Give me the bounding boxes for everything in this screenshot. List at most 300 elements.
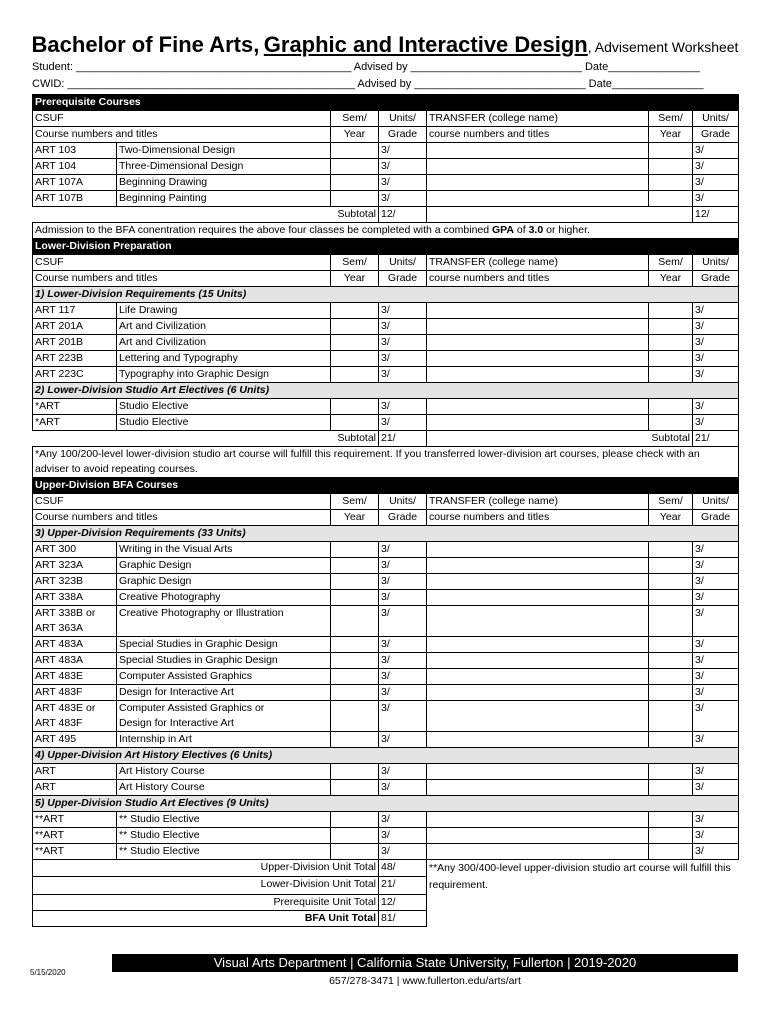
transfer-sem-field[interactable] <box>649 669 693 685</box>
year-label: Year <box>331 127 379 143</box>
unit-total-value: 21/ <box>379 877 427 894</box>
course-title-text: Two-Dimensional Design <box>119 144 236 156</box>
sem-year-field[interactable] <box>331 335 379 351</box>
units-grade-field[interactable]: 3/ <box>379 159 427 175</box>
course-title <box>117 606 331 637</box>
sem-year-field[interactable] <box>331 590 379 606</box>
subtotal-row <box>33 207 739 223</box>
subtotal-value: 21/ <box>379 431 427 447</box>
transfer-grade-label: Grade <box>693 271 739 287</box>
upper-heading <box>33 478 739 494</box>
sem-year-field[interactable] <box>331 828 379 844</box>
course-title-text: Graphic Design <box>119 575 192 587</box>
transfer-course-field[interactable] <box>427 637 649 653</box>
units-grade-field[interactable]: 3/ <box>379 415 427 431</box>
course-row <box>33 812 739 828</box>
transfer-subtotal-value: 12/ <box>693 207 739 223</box>
sem-year-field[interactable] <box>331 812 379 828</box>
units-grade-field[interactable]: 3/ <box>379 764 427 780</box>
title-suffix: , Advisement Worksheet <box>587 39 739 55</box>
course-number <box>33 351 117 367</box>
transfer-course-field[interactable] <box>427 828 649 844</box>
transfer-units-field[interactable]: 3/ <box>693 175 739 191</box>
sem-year-field[interactable] <box>331 574 379 590</box>
transfer-sem-label: Sem/ <box>649 255 693 271</box>
transfer-units-field[interactable]: 3/ <box>693 558 739 574</box>
units-grade-field[interactable]: 3/ <box>379 606 427 637</box>
transfer-units-field[interactable]: 3/ <box>693 828 739 844</box>
gpa-note-text: Admission to the BFA conentration requires the above four classes be completed with a combined <box>35 224 493 236</box>
course-number <box>33 558 117 574</box>
course-number-text: ART 483A <box>35 638 84 650</box>
course-row <box>33 191 739 207</box>
transfer-course-field[interactable] <box>427 558 649 574</box>
course-number-alt: ART 363A <box>35 622 84 634</box>
course-number <box>33 399 117 415</box>
transfer-sem-field[interactable] <box>649 303 693 319</box>
sem-year-field[interactable] <box>331 558 379 574</box>
course-title <box>117 844 331 860</box>
course-number-text: ART 338B or <box>35 607 96 619</box>
units-grade-field[interactable]: 3/ <box>379 780 427 796</box>
upper-studio-heading-text: 5) Upper-Division Studio Art Electives (9 Units) <box>33 796 739 812</box>
transfer-sem-field[interactable] <box>649 335 693 351</box>
course-number-text: ART 483E or <box>35 702 96 714</box>
units-grade-field[interactable]: 3/ <box>379 574 427 590</box>
sem-year-field[interactable] <box>331 606 379 637</box>
gpa-note-mid: of <box>514 224 529 236</box>
course-row <box>33 701 739 732</box>
course-number <box>33 590 117 606</box>
transfer-course-field[interactable] <box>427 732 649 748</box>
transfer-units-field[interactable]: 3/ <box>693 399 739 415</box>
course-title-text: Design for Interactive Art <box>119 686 234 698</box>
course-number <box>33 844 117 860</box>
course-title-text: Studio Elective <box>119 400 189 412</box>
course-title <box>117 335 331 351</box>
footer-contact: 657/278-3471 | www.fullerton.edu/arts/art <box>329 975 521 987</box>
sem-year-field[interactable] <box>331 732 379 748</box>
transfer-course-field[interactable] <box>427 335 649 351</box>
transfer-course-field[interactable] <box>427 175 649 191</box>
course-number-text: ART 323B <box>35 575 84 587</box>
transfer-sem-field[interactable] <box>649 159 693 175</box>
transfer-sem-field[interactable] <box>649 415 693 431</box>
course-title-text: Creative Photography or Illustration <box>119 607 284 619</box>
course-number-text: ART 103 <box>35 144 77 156</box>
units-label: Units/ <box>379 494 427 510</box>
course-title-text: Art and Civilization <box>119 336 206 348</box>
transfer-units-field[interactable]: 3/ <box>693 335 739 351</box>
transfer-units-field[interactable]: 3/ <box>693 590 739 606</box>
transfer-course-field[interactable] <box>427 367 649 383</box>
sem-year-field[interactable] <box>331 653 379 669</box>
sem-year-field[interactable] <box>331 175 379 191</box>
course-number <box>33 828 117 844</box>
upper-req-heading-text: 3) Upper-Division Requirements (33 Units) <box>33 526 739 542</box>
subtotal-label: Subtotal <box>33 431 379 447</box>
sem-year-field[interactable] <box>331 399 379 415</box>
course-row <box>33 764 739 780</box>
transfer-year-label: Year <box>649 510 693 526</box>
transfer-units-field[interactable]: 3/ <box>693 701 739 732</box>
course-title <box>117 159 331 175</box>
transfer-subtotal-label <box>427 207 693 223</box>
course-number <box>33 143 117 159</box>
subtotal-value: 12/ <box>379 207 427 223</box>
transfer-course-field[interactable] <box>427 159 649 175</box>
course-row <box>33 606 739 637</box>
upper-heading-text: Upper-Division BFA Courses <box>33 478 739 494</box>
transfer-units-field[interactable]: 3/ <box>693 191 739 207</box>
gpa-value: 3.0 <box>528 224 544 236</box>
sem-year-field[interactable] <box>331 685 379 701</box>
units-grade-field[interactable]: 3/ <box>379 669 427 685</box>
units-grade-field[interactable]: 3/ <box>379 319 427 335</box>
transfer-course-field[interactable] <box>427 574 649 590</box>
course-number-text: ART 201A <box>35 320 84 332</box>
sem-label: Sem/ <box>331 494 379 510</box>
units-grade-field[interactable]: 3/ <box>379 637 427 653</box>
units-grade-field[interactable]: 3/ <box>379 303 427 319</box>
transfer-sem-field[interactable] <box>649 175 693 191</box>
transfer-sem-field[interactable] <box>649 828 693 844</box>
course-number <box>33 780 117 796</box>
course-number <box>33 367 117 383</box>
upper-studio-heading <box>33 796 739 812</box>
transfer-units-field[interactable]: 3/ <box>693 669 739 685</box>
course-row <box>33 780 739 796</box>
course-number <box>33 319 117 335</box>
transfer-course-field[interactable] <box>427 319 649 335</box>
worksheet-title <box>0 32 770 58</box>
sem-label: Sem/ <box>331 255 379 271</box>
course-title <box>117 732 331 748</box>
sem-year-field[interactable] <box>331 191 379 207</box>
grade-label: Grade <box>379 271 427 287</box>
transfer-course-field[interactable] <box>427 399 649 415</box>
course-title <box>117 351 331 367</box>
course-title <box>117 367 331 383</box>
course-row <box>33 319 739 335</box>
units-grade-field[interactable]: 3/ <box>379 828 427 844</box>
lower-header-row-2 <box>33 271 739 287</box>
prereq-heading-text: Prerequisite Courses <box>33 95 739 111</box>
course-title-text: Life Drawing <box>119 304 178 316</box>
prereq-note <box>33 223 739 239</box>
transfer-course-field[interactable] <box>427 415 649 431</box>
transfer-sem-field[interactable] <box>649 367 693 383</box>
subtotal-row <box>33 431 739 447</box>
transfer-units-field[interactable]: 3/ <box>693 812 739 828</box>
course-title <box>117 143 331 159</box>
empty-cell <box>427 894 739 910</box>
csuf-label: CSUF <box>33 494 331 510</box>
unit-total-value: 12/ <box>379 894 427 910</box>
prereq-heading <box>33 95 739 111</box>
upper-history-heading-text: 4) Upper-Division Art History Electives (6 Units) <box>33 748 739 764</box>
course-title-text: Studio Elective <box>119 416 189 428</box>
course-number <box>33 415 117 431</box>
course-title-text: Special Studies in Graphic Design <box>119 638 278 650</box>
sem-year-field[interactable] <box>331 764 379 780</box>
transfer-sem-field[interactable] <box>649 701 693 732</box>
year-label: Year <box>331 271 379 287</box>
transfer-sem-label: Sem/ <box>649 494 693 510</box>
units-grade-field[interactable]: 3/ <box>379 653 427 669</box>
course-title-text: Lettering and Typography <box>119 352 238 364</box>
course-number-text: *ART <box>35 400 60 412</box>
course-number <box>33 159 117 175</box>
course-number <box>33 335 117 351</box>
prereq-header-row <box>33 111 739 127</box>
sem-year-field[interactable] <box>331 367 379 383</box>
transfer-sem-field[interactable] <box>649 558 693 574</box>
course-row <box>33 335 739 351</box>
course-title <box>117 590 331 606</box>
cwid-line[interactable]: CWID: _______________________________________________ Advised by ____________________________ Date_______________ <box>32 78 704 90</box>
gpa-label: GPA <box>492 224 514 236</box>
course-title <box>117 542 331 558</box>
course-row <box>33 669 739 685</box>
course-title-text: Art and Civilization <box>119 320 206 332</box>
course-title <box>117 558 331 574</box>
unit-total-label: Upper-Division Unit Total <box>33 860 379 877</box>
sem-year-field[interactable] <box>331 143 379 159</box>
transfer-course-field[interactable] <box>427 606 649 637</box>
transfer-units-label: Units/ <box>693 494 739 510</box>
course-title-text: Three-Dimensional Design <box>119 160 244 172</box>
units-grade-field[interactable]: 3/ <box>379 685 427 701</box>
units-grade-field[interactable]: 3/ <box>379 351 427 367</box>
transfer-units-field[interactable]: 3/ <box>693 653 739 669</box>
lower-elective-heading-text: 2) Lower-Division Studio Art Electives (6 Units) <box>33 383 739 399</box>
course-number <box>33 685 117 701</box>
course-number <box>33 606 117 637</box>
transfer-course-field[interactable] <box>427 669 649 685</box>
transfer-units-field[interactable]: 3/ <box>693 764 739 780</box>
transfer-course-field[interactable] <box>427 351 649 367</box>
transfer-course-field[interactable] <box>427 303 649 319</box>
transfer-course-field[interactable] <box>427 542 649 558</box>
sem-year-field[interactable] <box>331 701 379 732</box>
transfer-sem-field[interactable] <box>649 143 693 159</box>
course-title <box>117 574 331 590</box>
units-grade-field[interactable]: 3/ <box>379 844 427 860</box>
course-number <box>33 669 117 685</box>
transfer-units-field[interactable]: 3/ <box>693 542 739 558</box>
course-title <box>117 303 331 319</box>
transfer-units-field[interactable]: 3/ <box>693 367 739 383</box>
transfer-units-field[interactable]: 3/ <box>693 303 739 319</box>
course-number-text: **ART <box>35 845 64 857</box>
sem-year-field[interactable] <box>331 319 379 335</box>
course-number <box>33 574 117 590</box>
course-title-text: Beginning Painting <box>119 192 207 204</box>
transfer-courses-label: course numbers and titles <box>427 127 649 143</box>
footer-bar: Visual Arts Department | California State University, Fullerton | 2019-2020 <box>112 954 738 972</box>
unit-total-row <box>33 894 739 910</box>
transfer-course-field[interactable] <box>427 812 649 828</box>
transfer-sem-field[interactable] <box>649 637 693 653</box>
transfer-sem-field[interactable] <box>649 764 693 780</box>
transfer-sem-field[interactable] <box>649 574 693 590</box>
transfer-units-field[interactable]: 3/ <box>693 415 739 431</box>
transfer-units-field[interactable]: 3/ <box>693 780 739 796</box>
transfer-courses-label: course numbers and titles <box>427 510 649 526</box>
course-number <box>33 637 117 653</box>
transfer-units-field[interactable]: 3/ <box>693 319 739 335</box>
sem-year-field[interactable] <box>331 844 379 860</box>
transfer-course-field[interactable] <box>427 780 649 796</box>
transfer-units-field[interactable]: 3/ <box>693 351 739 367</box>
course-number-text: *ART <box>35 416 60 428</box>
lower-note <box>33 447 739 478</box>
course-title-text: Creative Photography <box>119 591 221 603</box>
student-line[interactable]: Student: _____________________________________________ Advised by ____________________________ Date_______________ <box>32 61 700 73</box>
sem-year-field[interactable] <box>331 780 379 796</box>
transfer-sem-field[interactable] <box>649 399 693 415</box>
course-row <box>33 351 739 367</box>
transfer-units-field[interactable]: 3/ <box>693 844 739 860</box>
sem-year-field[interactable] <box>331 637 379 653</box>
transfer-course-field[interactable] <box>427 844 649 860</box>
transfer-units-field[interactable]: 3/ <box>693 637 739 653</box>
units-grade-field[interactable]: 3/ <box>379 335 427 351</box>
unit-total-label: BFA Unit Total <box>33 910 379 926</box>
transfer-sem-field[interactable] <box>649 606 693 637</box>
transfer-sem-field[interactable] <box>649 191 693 207</box>
sem-label: Sem/ <box>331 111 379 127</box>
transfer-sem-field[interactable] <box>649 732 693 748</box>
units-grade-field[interactable]: 3/ <box>379 590 427 606</box>
course-row <box>33 844 739 860</box>
sem-year-field[interactable] <box>331 159 379 175</box>
course-title-text: Art History Course <box>119 765 205 777</box>
course-number-text: ART <box>35 765 56 777</box>
transfer-label: TRANSFER (college name) <box>427 494 649 510</box>
upper-division-note: **Any 300/400-level upper-division studio art course will fulfill this requirement. <box>427 860 739 895</box>
upper-header-row-2 <box>33 510 739 526</box>
course-number-text: ART 495 <box>35 733 77 745</box>
transfer-course-field[interactable] <box>427 143 649 159</box>
course-row <box>33 653 739 669</box>
transfer-units-field[interactable]: 3/ <box>693 574 739 590</box>
sem-year-field[interactable] <box>331 303 379 319</box>
transfer-units-field[interactable]: 3/ <box>693 143 739 159</box>
course-title <box>117 780 331 796</box>
transfer-label: TRANSFER (college name) <box>427 111 649 127</box>
transfer-sem-field[interactable] <box>649 780 693 796</box>
transfer-units-field[interactable]: 3/ <box>693 606 739 637</box>
transfer-course-field[interactable] <box>427 701 649 732</box>
units-grade-field[interactable]: 3/ <box>379 558 427 574</box>
course-number-text: ART 104 <box>35 160 77 172</box>
units-grade-field[interactable]: 3/ <box>379 143 427 159</box>
title-degree: Bachelor of Fine Arts, <box>31 32 260 57</box>
course-number-text: ART 483F <box>35 686 83 698</box>
sem-year-field[interactable] <box>331 351 379 367</box>
empty-cell <box>427 910 739 926</box>
sem-year-field[interactable] <box>331 669 379 685</box>
prereq-header-row-2 <box>33 127 739 143</box>
course-title-text: Computer Assisted Graphics or <box>119 702 265 714</box>
worksheet-table <box>32 94 739 927</box>
sem-year-field[interactable] <box>331 542 379 558</box>
transfer-course-field[interactable] <box>427 653 649 669</box>
course-row <box>33 542 739 558</box>
transfer-courses-label: course numbers and titles <box>427 271 649 287</box>
course-title <box>117 812 331 828</box>
course-number-text: ART 338A <box>35 591 84 603</box>
course-row <box>33 828 739 844</box>
units-grade-field[interactable]: 3/ <box>379 701 427 732</box>
course-title <box>117 701 331 732</box>
transfer-grade-label: Grade <box>693 510 739 526</box>
units-grade-field[interactable]: 3/ <box>379 812 427 828</box>
transfer-sem-field[interactable] <box>649 844 693 860</box>
transfer-year-label: Year <box>649 127 693 143</box>
course-number <box>33 732 117 748</box>
course-row <box>33 367 739 383</box>
transfer-units-field[interactable]: 3/ <box>693 159 739 175</box>
transfer-sem-field[interactable] <box>649 351 693 367</box>
course-number <box>33 764 117 780</box>
transfer-units-field[interactable]: 3/ <box>693 732 739 748</box>
transfer-sem-field[interactable] <box>649 542 693 558</box>
course-number <box>33 175 117 191</box>
units-grade-field[interactable]: 3/ <box>379 367 427 383</box>
course-title-text: Art History Course <box>119 781 205 793</box>
gpa-note <box>33 223 739 239</box>
transfer-sem-field[interactable] <box>649 685 693 701</box>
course-title <box>117 828 331 844</box>
subtotal-label: Subtotal <box>33 207 379 223</box>
unit-total-row <box>33 860 739 877</box>
transfer-sem-field[interactable] <box>649 319 693 335</box>
transfer-course-field[interactable] <box>427 685 649 701</box>
transfer-grade-label: Grade <box>693 127 739 143</box>
transfer-course-field[interactable] <box>427 764 649 780</box>
course-title <box>117 399 331 415</box>
units-grade-field[interactable]: 3/ <box>379 191 427 207</box>
course-title <box>117 685 331 701</box>
transfer-sem-field[interactable] <box>649 590 693 606</box>
upper-req-heading <box>33 526 739 542</box>
csuf-label: CSUF <box>33 111 331 127</box>
transfer-course-field[interactable] <box>427 590 649 606</box>
upper-header-row <box>33 494 739 510</box>
course-number-text: **ART <box>35 829 64 841</box>
units-grade-field[interactable]: 3/ <box>379 542 427 558</box>
transfer-sem-field[interactable] <box>649 812 693 828</box>
units-grade-field[interactable]: 3/ <box>379 399 427 415</box>
course-number-text: ART 483A <box>35 654 84 666</box>
transfer-course-field[interactable] <box>427 191 649 207</box>
course-row <box>33 558 739 574</box>
sem-year-field[interactable] <box>331 415 379 431</box>
unit-total-label: Prerequisite Unit Total <box>33 894 379 910</box>
course-row <box>33 685 739 701</box>
transfer-year-label: Year <box>649 271 693 287</box>
unit-total-row <box>33 910 739 926</box>
units-grade-field[interactable]: 3/ <box>379 175 427 191</box>
course-number-text: ART <box>35 781 56 793</box>
units-grade-field[interactable]: 3/ <box>379 732 427 748</box>
transfer-units-field[interactable]: 3/ <box>693 685 739 701</box>
transfer-sem-field[interactable] <box>649 653 693 669</box>
course-numbers-label: Course numbers and titles <box>33 127 331 143</box>
